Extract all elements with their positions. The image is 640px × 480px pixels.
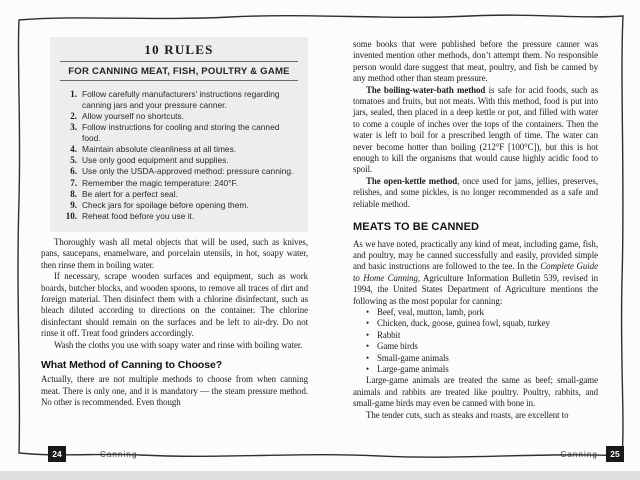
rule-text: Remember the magic temperature: 240°F. — [82, 177, 239, 188]
footer-label: Canning — [560, 450, 598, 459]
rule-item — [60, 211, 298, 222]
bullet-icon — [366, 341, 377, 352]
rule-item — [60, 166, 298, 177]
body-paragraph: Wash the cloths you use with soapy water and rinse with boiling water. — [54, 339, 303, 350]
bullet-item — [366, 364, 598, 375]
rule-item — [60, 122, 298, 143]
bullet-item — [366, 318, 598, 329]
left-page-body — [41, 237, 308, 409]
bold-lead-text: The boiling-water-bath method — [366, 84, 486, 95]
body-paragraph: some books that were published before the pressure canner was invented mention other methods, don’t attempt them. No responsible person would dare suggest that meat, poultry, and fish be canned by any method other than steam pressure. — [353, 39, 598, 84]
bullet-icon — [366, 364, 377, 375]
bullet-text: Rabbit — [377, 329, 401, 340]
bold-lead-text: The open-kettle method — [366, 175, 458, 186]
rule-number: 9. — [70, 200, 77, 211]
bullet-text: Large-game animals — [377, 363, 449, 374]
rule-text: Maintain absolute cleanliness at all times. — [82, 144, 237, 155]
rule-item — [60, 111, 298, 122]
rules-box-title: 10 RULES — [60, 42, 298, 62]
rule-text: Be alert for a perfect seal. — [82, 188, 178, 199]
bullet-text: Small-game animals — [377, 352, 449, 363]
body-paragraph: If necessary, scrape wooden surfaces and equipment, such as work boards, butcher blocks, and wooden spoons, to remove all traces of dirt and foreign material. Then disinfect them with a chlorine disinfectant, such as bleach diluted according to directions on the container. The chlorine disinfectant should remain on the surfaces and be left to air-dry. Do not rinse it off. Treat food grinders accordingly. — [41, 271, 308, 339]
rule-text: Follow instructions for cooling and storing the canned food. — [82, 122, 280, 143]
rule-item — [60, 200, 298, 211]
rule-item — [60, 144, 298, 155]
bullet-item — [366, 353, 598, 364]
paragraph-text: , Agriculture Information Bulletin 539, revised in 1994, the United States Department of Agriculture mentions the following as the most popular for canning: — [353, 272, 599, 306]
body-paragraph — [353, 85, 598, 176]
rule-number: 6. — [70, 166, 77, 177]
rule-number: 7. — [70, 177, 77, 188]
rules-list — [60, 89, 298, 222]
section-heading: What Method of Canning to Choose? — [41, 359, 223, 372]
page-number-box: 25 — [606, 446, 624, 462]
rule-text: Use only the USDA-approved method: pressure canning. — [82, 166, 294, 177]
bullet-icon — [366, 330, 377, 341]
rule-item — [60, 178, 298, 189]
bullet-list — [366, 307, 598, 375]
bullet-item — [366, 330, 598, 341]
bullet-icon — [366, 307, 377, 318]
right-page-body — [353, 39, 598, 421]
rule-number: 4. — [70, 144, 77, 155]
rule-number: 2. — [70, 110, 77, 121]
section-heading: MEATS TO BE CANNED — [353, 221, 480, 234]
body-paragraph: Large-game animals are treated the same as beef; small-game animals and rabbits are treated like poultry. Poultry, rabbits, and small-game birds may even be canned with bone in. — [353, 375, 598, 409]
bullet-icon — [366, 318, 377, 329]
rule-text: Check jars for spoilage before opening them. — [82, 200, 249, 211]
paragraph-text: As we have noted, practically any kind of meat, including game, fish, and poultry, may be canned successfully and easily, provided simple and basic instructions are followed to the tee. In the — [353, 238, 598, 272]
rules-box — [50, 37, 308, 232]
rule-number: 3. — [70, 122, 77, 133]
bullet-text: Beef, veal, mutton, lamb, pork — [377, 306, 484, 317]
bullet-icon — [366, 353, 377, 364]
paragraph-text: , once used for jams, jellies, preserves, relishes, and some pickles, is no longer recommended as a safe and reliable method. — [353, 175, 599, 209]
bullet-text: Game birds — [377, 341, 418, 352]
rule-item — [60, 189, 298, 200]
body-paragraph: The tender cuts, such as steaks and roasts, are excellent to — [366, 409, 569, 420]
rule-item — [60, 89, 298, 110]
bullet-text: Chicken, duck, goose, guinea fowl, squab, turkey — [377, 318, 550, 329]
rule-number: 5. — [70, 155, 77, 166]
rule-text: Allow yourself no shortcuts. — [82, 110, 184, 121]
italic-book-title: Complete Guide to Home Canning — [353, 261, 598, 283]
rule-number: 1. — [70, 89, 77, 99]
footer-label: Canning — [100, 450, 138, 459]
page-bottom-edge — [0, 471, 640, 480]
paragraph-text: is safe for acid foods, such as tomatoes and fruits, but not meats. With this method, food is put into jars, sealed, then placed in a deep kettle or pot, and filled with water to come a couple of inches over the tops of the containers. Then the water is left to boil for a prescribed length of time. The water can never become hotter than boiling (212°F [100°C]), but this is hot enough to kill the organisms that would cause highly acidic food to spoil. — [353, 84, 598, 175]
body-paragraph: Actually, there are not multiple methods to choose from when canning meat. There is only one, and it is mandatory — the steam pressure method. No other is recommended. Even though — [41, 374, 308, 408]
rule-text: Reheat food before you use it. — [82, 211, 195, 222]
body-paragraph — [353, 176, 598, 210]
bullet-item — [366, 307, 598, 318]
rules-box-subtitle: FOR CANNING MEAT, FISH, POULTRY & GAME — [60, 62, 298, 81]
page-number-box: 24 — [48, 446, 66, 462]
body-paragraph — [353, 239, 598, 307]
rule-number: 10. — [65, 211, 77, 222]
rule-number: 8. — [70, 188, 77, 199]
rule-item — [60, 155, 298, 166]
body-paragraph: Thoroughly wash all metal objects that will be used, such as knives, pans, saucepans, enamelware, and porcelain utensils, in hot, soapy water, then rinse them in boiling water. — [41, 237, 308, 270]
rule-text: Use only good equipment and supplies. — [82, 155, 229, 166]
bullet-item — [366, 341, 598, 352]
rule-text: Follow carefully manufacturers’ instructions regarding canning jars and your pressure canner. — [82, 89, 280, 110]
